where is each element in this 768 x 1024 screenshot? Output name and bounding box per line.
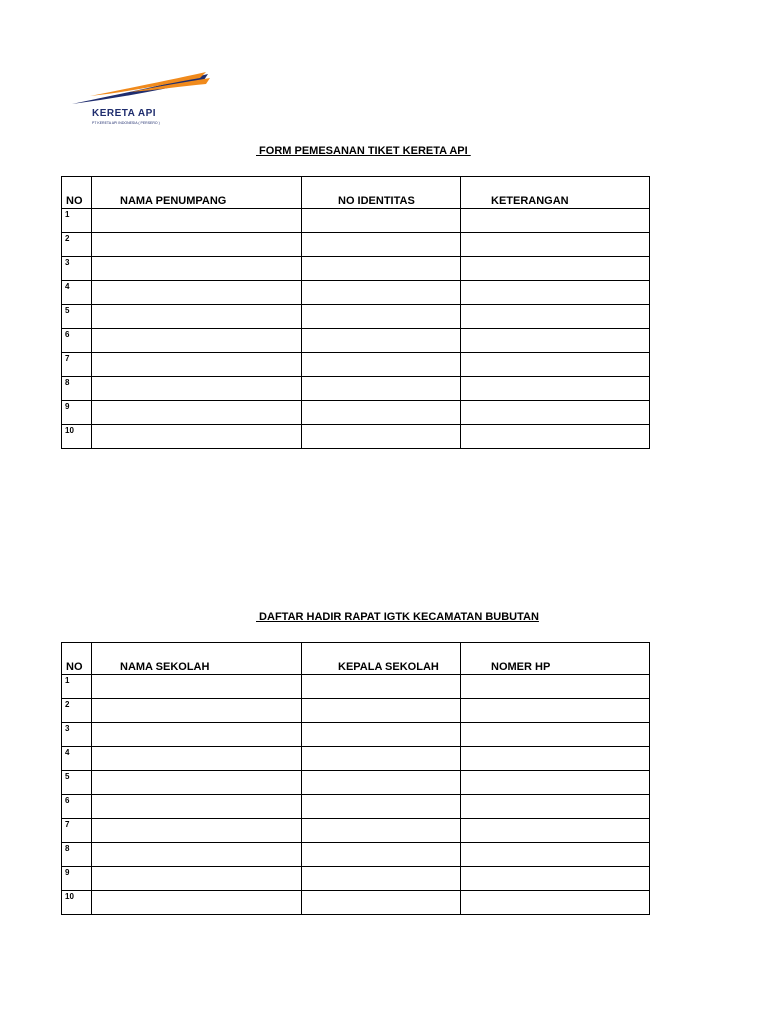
row-number: 2	[62, 699, 92, 723]
row-number: 9	[62, 867, 92, 891]
row-number: 8	[62, 377, 92, 401]
kepala-sekolah-cell[interactable]	[302, 675, 461, 699]
no-identitas-cell[interactable]	[302, 233, 461, 257]
form2-table	[61, 642, 650, 915]
keterangan-cell[interactable]	[461, 329, 650, 353]
no-identitas-cell[interactable]	[302, 377, 461, 401]
row-number: 7	[62, 353, 92, 377]
kepala-sekolah-cell[interactable]	[302, 795, 461, 819]
table-row	[62, 723, 650, 747]
nomer-hp-cell[interactable]	[461, 723, 650, 747]
row-number: 7	[62, 819, 92, 843]
table-row	[62, 209, 650, 233]
table-row	[62, 329, 650, 353]
kepala-sekolah-cell[interactable]	[302, 723, 461, 747]
header-no: NO	[62, 177, 92, 209]
table-row	[62, 891, 650, 915]
keterangan-cell[interactable]	[461, 305, 650, 329]
kepala-sekolah-cell[interactable]	[302, 747, 461, 771]
row-number: 10	[62, 425, 92, 449]
row-number: 4	[62, 747, 92, 771]
header-no: NO	[62, 643, 92, 675]
no-identitas-cell[interactable]	[302, 281, 461, 305]
kepala-sekolah-cell[interactable]	[302, 843, 461, 867]
nama-penumpang-cell[interactable]	[92, 353, 302, 377]
kepala-sekolah-cell[interactable]	[302, 891, 461, 915]
keterangan-cell[interactable]	[461, 425, 650, 449]
header-keterangan: KETERANGAN	[461, 177, 650, 209]
nama-penumpang-cell[interactable]	[92, 209, 302, 233]
kepala-sekolah-cell[interactable]	[302, 771, 461, 795]
nama-penumpang-cell[interactable]	[92, 377, 302, 401]
kepala-sekolah-cell[interactable]	[302, 867, 461, 891]
nomer-hp-cell[interactable]	[461, 747, 650, 771]
nama-penumpang-cell[interactable]	[92, 329, 302, 353]
table-row	[62, 747, 650, 771]
keterangan-cell[interactable]	[461, 353, 650, 377]
row-number: 5	[62, 771, 92, 795]
header-nama-penumpang: NAMA PENUMPANG	[92, 177, 302, 209]
table-row	[62, 233, 650, 257]
no-identitas-cell[interactable]	[302, 425, 461, 449]
row-number: 6	[62, 329, 92, 353]
nomer-hp-cell[interactable]	[461, 867, 650, 891]
nama-penumpang-cell[interactable]	[92, 425, 302, 449]
keterangan-cell[interactable]	[461, 257, 650, 281]
nama-penumpang-cell[interactable]	[92, 401, 302, 425]
nama-sekolah-cell[interactable]	[92, 747, 302, 771]
table-row	[62, 675, 650, 699]
keterangan-cell[interactable]	[461, 401, 650, 425]
table-row	[62, 401, 650, 425]
row-number: 10	[62, 891, 92, 915]
nama-penumpang-cell[interactable]	[92, 257, 302, 281]
header-kepala-sekolah: KEPALA SEKOLAH	[302, 643, 461, 675]
nama-sekolah-cell[interactable]	[92, 771, 302, 795]
row-number: 3	[62, 257, 92, 281]
table-row	[62, 819, 650, 843]
nama-sekolah-cell[interactable]	[92, 819, 302, 843]
kepala-sekolah-cell[interactable]	[302, 699, 461, 723]
nomer-hp-cell[interactable]	[461, 675, 650, 699]
logo-subtext: PT KERETA API INDONESIA ( PERSERO )	[92, 121, 160, 125]
nomer-hp-cell[interactable]	[461, 819, 650, 843]
row-number: 8	[62, 843, 92, 867]
nama-penumpang-cell[interactable]	[92, 281, 302, 305]
table-row	[62, 843, 650, 867]
kereta-api-logo	[70, 70, 212, 130]
table-row	[62, 377, 650, 401]
table-row	[62, 305, 650, 329]
no-identitas-cell[interactable]	[302, 257, 461, 281]
nama-sekolah-cell[interactable]	[92, 867, 302, 891]
table-row	[62, 771, 650, 795]
nomer-hp-cell[interactable]	[461, 771, 650, 795]
table-row	[62, 795, 650, 819]
no-identitas-cell[interactable]	[302, 401, 461, 425]
row-number: 1	[62, 209, 92, 233]
row-number: 5	[62, 305, 92, 329]
row-number: 3	[62, 723, 92, 747]
nomer-hp-cell[interactable]	[461, 795, 650, 819]
row-number: 2	[62, 233, 92, 257]
table-row	[62, 257, 650, 281]
no-identitas-cell[interactable]	[302, 353, 461, 377]
row-number: 1	[62, 675, 92, 699]
no-identitas-cell[interactable]	[302, 329, 461, 353]
nama-sekolah-cell[interactable]	[92, 843, 302, 867]
no-identitas-cell[interactable]	[302, 209, 461, 233]
nama-sekolah-cell[interactable]	[92, 723, 302, 747]
row-number: 6	[62, 795, 92, 819]
nomer-hp-cell[interactable]	[461, 891, 650, 915]
table-row	[62, 281, 650, 305]
row-number: 9	[62, 401, 92, 425]
nama-sekolah-cell[interactable]	[92, 891, 302, 915]
keterangan-cell[interactable]	[461, 233, 650, 257]
form1-title: FORM PEMESANAN TIKET KERETA API	[256, 145, 471, 157]
nama-sekolah-cell[interactable]	[92, 795, 302, 819]
header-nomer-hp: NOMER HP	[461, 643, 650, 675]
train-swoosh-icon	[70, 70, 212, 106]
nama-sekolah-cell[interactable]	[92, 699, 302, 723]
form1-table	[61, 176, 650, 449]
table-row	[62, 699, 650, 723]
row-number: 4	[62, 281, 92, 305]
nama-sekolah-cell[interactable]	[92, 675, 302, 699]
nomer-hp-cell[interactable]	[461, 699, 650, 723]
keterangan-cell[interactable]	[461, 281, 650, 305]
table-row	[62, 867, 650, 891]
kepala-sekolah-cell[interactable]	[302, 819, 461, 843]
form2-header-row	[62, 643, 650, 675]
table-row	[62, 425, 650, 449]
nomer-hp-cell[interactable]	[461, 843, 650, 867]
form1-header-row	[62, 177, 650, 209]
form2-title: DAFTAR HADIR RAPAT IGTK KECAMATAN BUBUTAN	[256, 611, 539, 623]
keterangan-cell[interactable]	[461, 377, 650, 401]
nama-penumpang-cell[interactable]	[92, 233, 302, 257]
no-identitas-cell[interactable]	[302, 305, 461, 329]
header-nama-sekolah: NAMA SEKOLAH	[92, 643, 302, 675]
logo-text: KERETA API	[92, 108, 157, 119]
keterangan-cell[interactable]	[461, 209, 650, 233]
header-no-identitas: NO IDENTITAS	[302, 177, 461, 209]
nama-penumpang-cell[interactable]	[92, 305, 302, 329]
table-row	[62, 353, 650, 377]
